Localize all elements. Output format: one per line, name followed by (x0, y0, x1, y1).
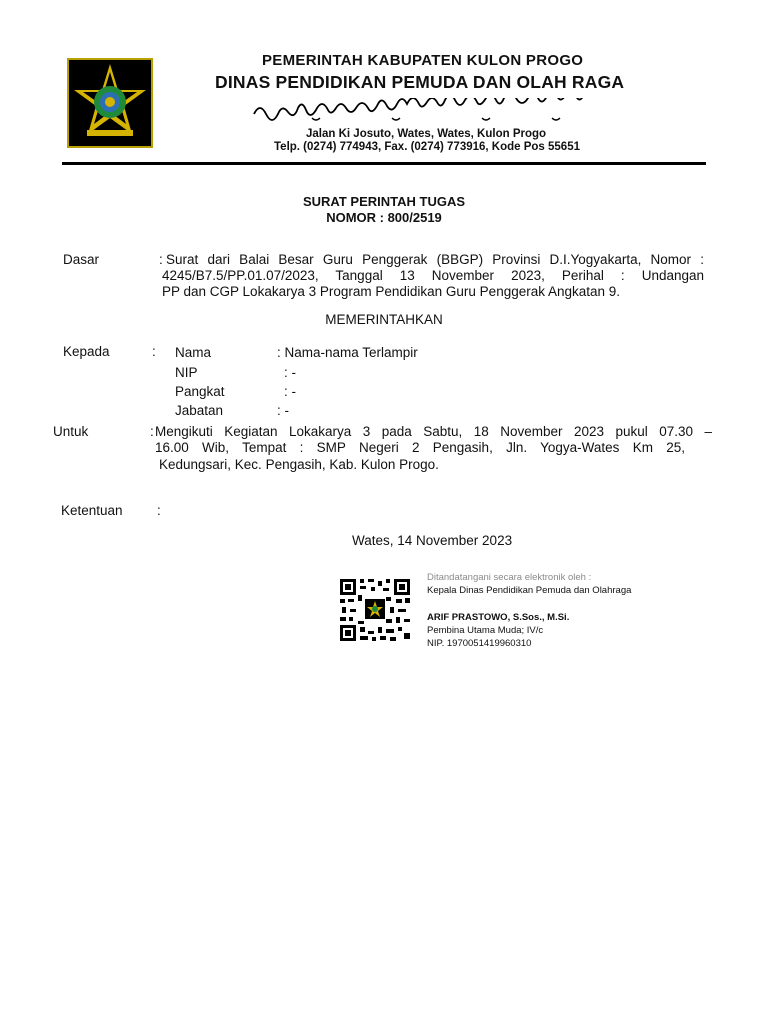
ketentuan-label: Ketentuan (61, 503, 123, 518)
field-label-pangkat: Pangkat (175, 384, 225, 399)
signer-name: ARIF PRASTOWO, S.Sos., M.Si. (427, 612, 570, 623)
untuk-colon: : (150, 424, 154, 439)
field-label-nip: NIP (175, 365, 198, 380)
regency-emblem-icon (67, 58, 153, 148)
document-number: NOMOR : 800/2519 (326, 210, 442, 225)
memerintahkan-heading: MEMERINTAHKAN (325, 312, 443, 327)
field-value-nama: : Nama-nama Terlampir (277, 345, 418, 360)
untuk-line-3: Kedungsari, Kec. Pengasih, Kab. Kulon Progo. (159, 457, 439, 472)
field-value-pangkat: : - (284, 384, 296, 399)
signer-nip: NIP. 1970051419960310 (427, 638, 532, 649)
place-date: Wates, 14 November 2023 (352, 533, 513, 548)
field-value-nip: : - (284, 365, 296, 380)
document-title: SURAT PERINTAH TUGAS (302, 194, 466, 209)
qr-code-icon (338, 577, 412, 643)
dasar-line-1: Surat dari Balai Besar Guru Penggerak (BBGP) Provinsi D.I.Yogyakarta, Nomor : (166, 252, 704, 267)
untuk-line-1: Mengikuti Kegiatan Lokakarya 3 pada Sabtu, 18 November 2023 pukul 07.30 – (155, 424, 712, 439)
signer-office: Kepala Dinas Pendidikan Pemuda dan Olahraga (427, 585, 632, 596)
field-label-jabatan: Jabatan (175, 403, 224, 418)
untuk-label: Untuk (53, 424, 89, 439)
kepada-label: Kepada (63, 344, 110, 359)
letterhead-government: PEMERINTAH KABUPATEN KULON PROGO (262, 52, 584, 69)
field-value-jabatan: : - (277, 403, 289, 418)
signed-electronically-note: Ditandatangani secara elektronik oleh : (427, 572, 592, 583)
javanese-script-text-icon (252, 98, 624, 122)
letterhead-address: Jalan Ki Josuto, Wates, Wates, Kulon Progo (306, 128, 547, 140)
dasar-line-3: PP dan CGP Lokakarya 3 Program Pendidikan Guru Penggerak Angkatan 9. (162, 284, 621, 299)
field-label-nama: Nama (175, 345, 212, 360)
letterhead-contact: Telp. (0274) 774943, Fax. (0274) 773916, Kode Pos 55651 (274, 141, 580, 153)
letterhead-divider (62, 162, 706, 165)
signer-rank: Pembina Utama Muda; IV/c (427, 625, 544, 636)
dasar-label: Dasar (63, 252, 100, 267)
untuk-line-2: 16.00 Wib, Tempat : SMP Negeri 2 Pengasih, Jln. Yogya-Wates Km 25, (155, 440, 685, 455)
dasar-colon: : (159, 252, 163, 267)
ketentuan-colon: : (157, 503, 161, 518)
kepada-colon: : (152, 344, 156, 359)
dasar-line-2: 4245/B7.5/PP.01.07/2023, Tanggal 13 November 2023, Perihal : Undangan (162, 268, 704, 283)
letterhead-department: DINAS PENDIDIKAN PEMUDA DAN OLAH RAGA (215, 72, 625, 92)
